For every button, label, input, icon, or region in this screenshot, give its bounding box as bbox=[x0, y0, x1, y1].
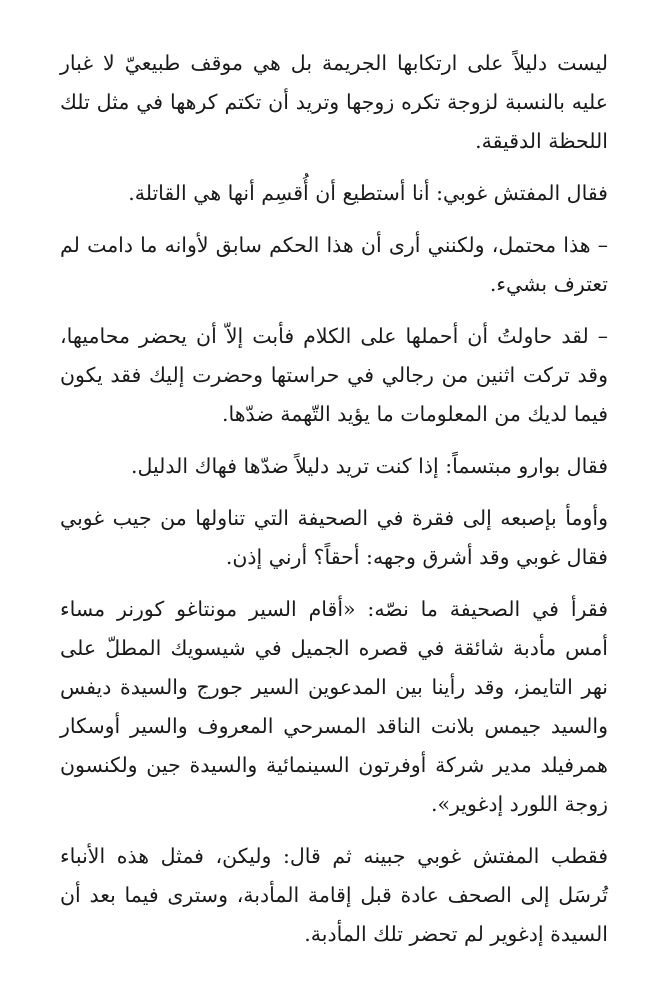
paragraph-8: فقطب المفتش غوبي جبينه ثم قال: وليكن، فمثل هذه الأنباء تُرسَل إلى الصحف عادة قبل إقامة المأدبة، وسترى فيما بعد أن السيدة إدغوير لم تحضر تلك المأدبة. bbox=[60, 844, 608, 946]
paragraph-3: – هذا محتمل، ولكنني أرى أن هذا الحكم سابق لأوانه ما دامت لم تعترف بشيء. bbox=[60, 233, 608, 296]
paragraph-6: وأومأ بإصبعه إلى فقرة في الصحيفة التي تناولها من جيب غوبي فقال غوبي وقد أشرق وجهه: أحقاً؟ أرني إذن. bbox=[60, 506, 608, 569]
paragraph-7: فقرأ في الصحيفة ما نصّه: «أقام السير مونتاغو كورنر مساء أمس مأدبة شائقة في قصره الجميل في شيسويك المطلّ على نهر التايمز، وقد رأينا بين المدعوين السير جورج والسيدة ديفس والسيد جيمس بلانت الناقد المسرحي المعروف والسير أوسكار همرفيلد مدير شركة أوفرتون السينمائية والسيدة جين ولكنسون زوجة اللورد إدغوير». bbox=[60, 597, 608, 816]
paragraph-5: فقال بوارو مبتسماً: إذا كنت تريد دليلاً ضدّها فهاك الدليل. bbox=[130, 454, 608, 478]
paragraph-4: – لقد حاولتُ أن أحملها على الكلام فأبت إلاّ أن يحضر محاميها، وقد تركت اثنين من رجالي في حراستها وحضرت إليك فقد يكون فيما لديك من المعلومات ما يؤيد التّهمة ضدّها. bbox=[60, 324, 608, 426]
book-page bbox=[60, 44, 608, 967]
paragraph-1: ليست دليلاً على ارتكابها الجريمة بل هي موقف طبيعيّ لا غبار عليه بالنسبة لزوجة تكره زوجها وتريد أن تكتم كرهها في مثل تلك اللحظة الدقيقة. bbox=[60, 51, 608, 153]
paragraph-2: فقال المفتش غوبي: أنا أستطيع أن أُقسِم أنها هي القاتلة. bbox=[128, 181, 608, 205]
